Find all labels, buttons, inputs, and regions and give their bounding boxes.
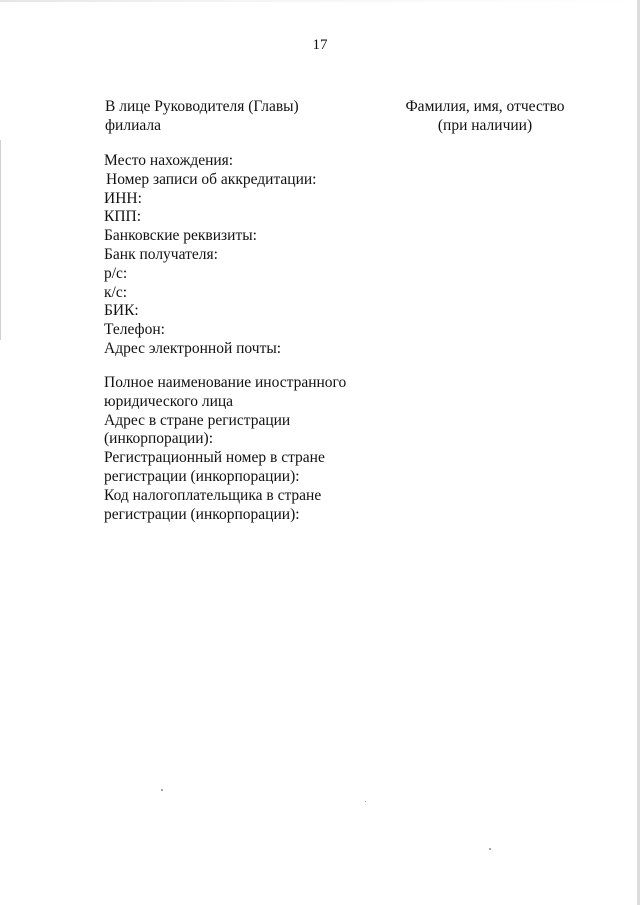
registration-address-label-line-1: Адрес в стране регистрации xyxy=(104,411,291,429)
foreign-entity-block xyxy=(104,374,364,524)
page-number: 17 xyxy=(312,37,328,53)
representative-label-line-1: В лице Руководителя (Главы) xyxy=(105,98,299,115)
full-name-caption-line-2: (при наличии) xyxy=(437,116,533,134)
full-name-caption xyxy=(395,98,575,135)
phone-label: Телефон: xyxy=(104,321,165,339)
location-label: Место нахождения: xyxy=(104,152,234,169)
settlement-account-label: р/с: xyxy=(104,264,128,282)
email-label: Адрес электронной почты: xyxy=(104,339,282,357)
scan-speck xyxy=(365,801,366,802)
registration-number-label-line-1: Регистрационный номер в стране xyxy=(104,449,325,467)
recipient-bank-label: Банк получателя: xyxy=(104,245,218,263)
foreign-entity-name-label-line-2: юридического лица xyxy=(104,392,234,410)
bik-label: БИК: xyxy=(104,302,139,320)
correspondent-account-label: к/с: xyxy=(104,283,128,301)
registration-number-label-line-2: регистрации (инкорпорации): xyxy=(104,467,300,485)
full-name-caption-line-1: Фамилия, имя, отчество xyxy=(405,98,565,115)
kpp-label: КПП: xyxy=(104,208,142,226)
accreditation-record-label: Номер записи об аккредитации: xyxy=(106,170,317,188)
representative-label xyxy=(105,98,355,135)
page-top-edge xyxy=(0,0,640,2)
representative-label-line-2: филиала xyxy=(105,116,161,134)
scan-speck xyxy=(489,848,491,850)
foreign-entity-name-label-line-1: Полное наименование иностранного xyxy=(104,374,347,391)
page-left-edge xyxy=(0,140,1,340)
registration-address-label-line-2: (инкорпорации): xyxy=(104,430,214,448)
bank-details-label: Банковские реквизиты: xyxy=(104,227,257,245)
inn-label: ИНН: xyxy=(104,189,142,207)
requisites-block xyxy=(104,152,364,359)
taxpayer-code-label-line-1: Код налогоплательщика в стране xyxy=(104,486,322,504)
taxpayer-code-label-line-2: регистрации (инкорпорации): xyxy=(104,505,300,523)
scan-speck xyxy=(161,789,163,791)
